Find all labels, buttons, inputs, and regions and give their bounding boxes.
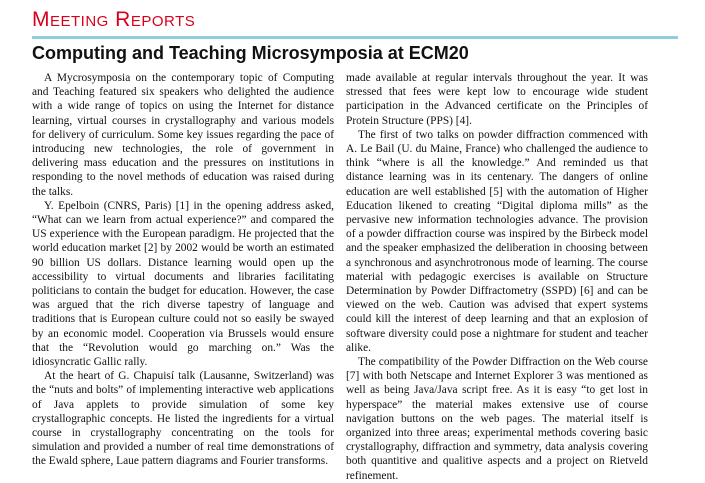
paragraph: The compatibility of the Powder Diffraction on the Web course [7] with both Netscape and Internet Explorer 3 was mentioned as well as being Java/Java script free. As it is easy “to get lost in hyperspace” the material makes extensive use of course navigation buttons on the web pages. The material itself is organized into three areas; experimental methods covering basic crystallography, diffraction and symmetry, data analysis covering both quantitive and qualitive aspects and a project on Rietveld refinement. — [346, 356, 648, 482]
paragraph: At the heart of G. Chapuisí talk (Lausanne, Switzerland) was the “nuts and bolts” of implementing interactive web applications of Java applets to provide simulation of some key crystallographic concepts. He listed the ingredients for a virtual course in crystallography concentrating on the tools for simulation and provided a number of real time demonstrations of the Ewald sphere, Laue pattern diagrams and Fourier transforms. — [32, 370, 334, 468]
paragraph: made available at regular intervals throughout the year. It was stressed that fees were kept low to encourage wide student participation in the Advanced certificate on the Principles of Protein Structure (PPS) [4]. — [346, 72, 648, 127]
paragraph: A Mycrosymposia on the contemporary topic of Computing and Teaching featured six speakers who delighted the audience with a wide range of topics on using the Internet for distance learning, virtual courses in crystallography and various models for delivery of curriculum. Some key issues regarding the pace of introducing new technologies, the role of government in delivering mass education and the pressures on institutions in responding to the novel methods of education was raised during the talks. — [32, 72, 334, 198]
left-column — [32, 71, 334, 469]
header-rule — [32, 36, 678, 39]
section-label: Meeting Reports — [32, 8, 196, 31]
paragraph: The first of two talks on powder diffraction commenced with A. Le Bail (U. du Maine, France) who challenged the audience to think “where is all the knowledge.” And reminded us that distance learning was in its centenary. The dangers of online education are well established [5] with the automation of Higher Education likened to creating “Digital diploma mills” as the pervasive new information technologies advance. The provision of a powder diffraction course was inspired by the Birbeck model and the speaker emphasized the deliberation in choosing between a synchronous and asynchrotronous mode of learning. The course material with pedagogic exercises is available on Structure Determination by Powder Diffractometry (SSPD) [6] and can be viewed on the web. Caution was advised that expert systems could kill the interest of deep learning and that an explosion of software diversity could pose a nightmare for student and teacher alike. — [346, 128, 648, 354]
paragraph: Y. Epelboin (CNRS, Paris) [1] in the opening address asked, “What can we learn from actual experience?” and compared the US experience with the European paradigm. He projected that the world education market [2] by 2002 would be worth an estimated 90 billion US dollars. Distance learning would open up the accessibility to virtual documents and libraries facilitating politicians to contain the budget for education. However, the case was argued that the rich diverse tapestry of language and traditions that is European culture could not so easily be swayed by an economic model. Cooperation via Brussels would ensure that the “Revolution would go marching on.” Was the idiosyncratic Gallic rally. — [32, 199, 334, 369]
right-column — [346, 71, 648, 483]
article-title: Computing and Teaching Microsymposia at ECM20 — [32, 43, 469, 63]
